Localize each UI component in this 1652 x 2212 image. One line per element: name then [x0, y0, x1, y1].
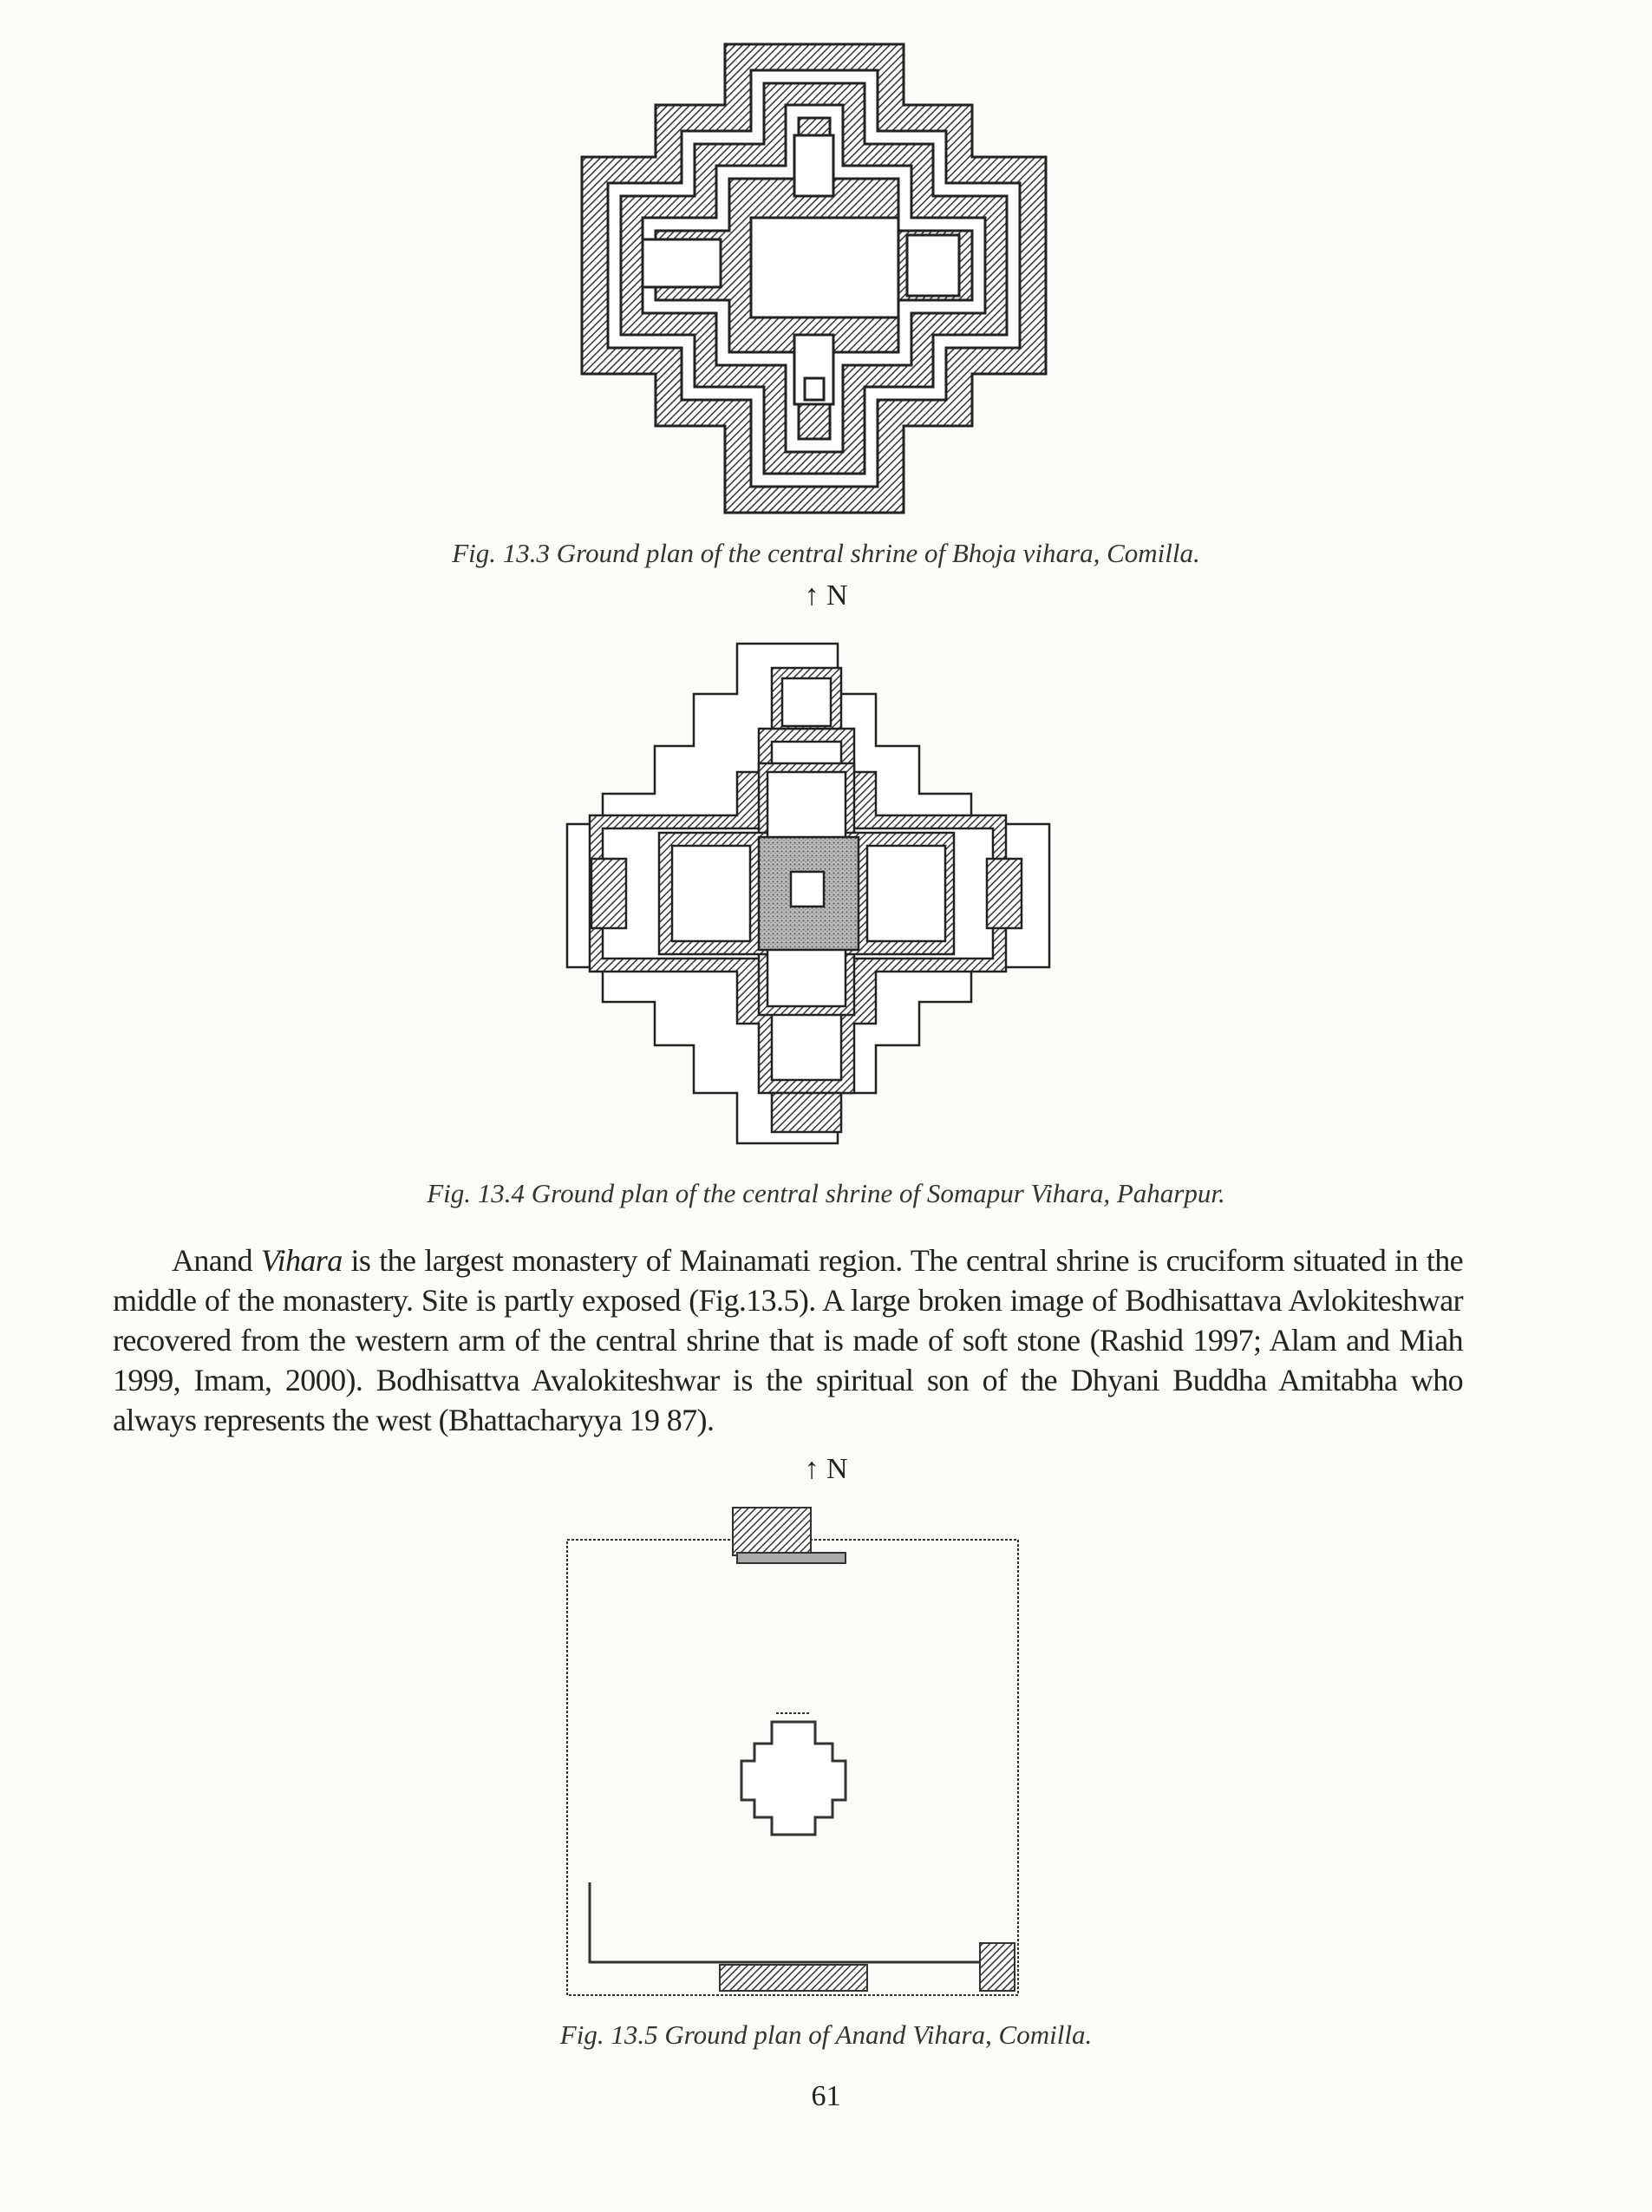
north-arrow-label: ↑ N [804, 1453, 848, 1485]
paragraph-italic: Vihara [260, 1243, 343, 1278]
paragraph-text: Anand [172, 1243, 261, 1278]
figure-caption: Fig. 13.4 Ground plan of the central shrine of Somapur Vihara, Paharpur. [427, 1178, 1225, 1208]
figure-caption: Fig. 13.5 Ground plan of Anand Vihara, Comilla. [559, 2019, 1093, 2050]
paragraph-text: is the largest monastery of Mainamati region. The central shrine is cruciform situated in the middle of the monastery. Site is partly exposed (Fig.13.5). A large broken image of Bodhisattava Avlokiteshwar recovered from the western arm of the central shrine that is made of soft stone (Rashid 1997; Alam and Miah 1999, Imam, 2000). Bodhisattva Avalokiteshwar is the spiritual son of the Dhyani Buddha Amitabha who always represents the west (Bhattacharyya 19 87). [113, 1243, 1463, 1437]
fig-13-4-ground-plan [564, 642, 1055, 1147]
figure-caption: Fig. 13.3 Ground plan of the central shrine of Bhoja vihara, Comilla. [452, 538, 1200, 568]
fig-13-5-ground-plan [564, 1501, 1023, 2004]
body-paragraph [113, 1240, 1463, 1440]
page-number: 61 [811, 2080, 841, 2112]
north-arrow-label: ↑ N [804, 579, 848, 612]
fig-13-3-ground-plan [578, 40, 1051, 517]
